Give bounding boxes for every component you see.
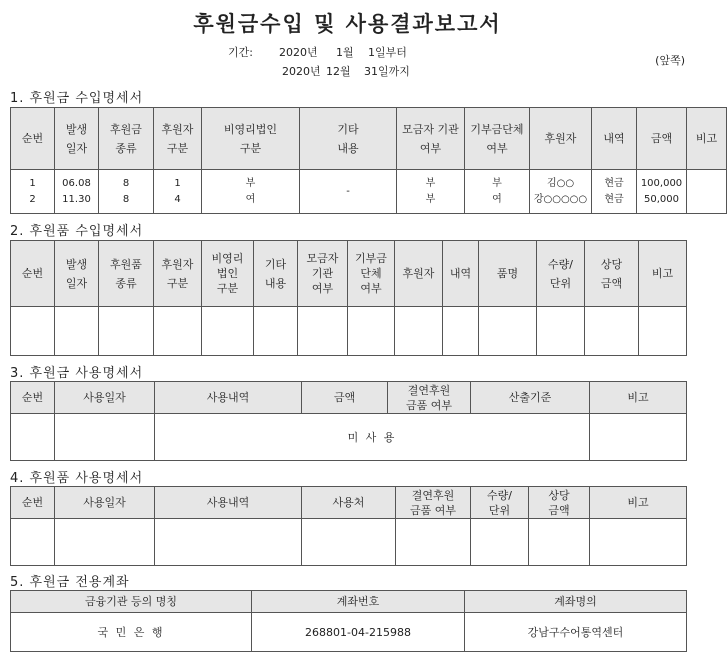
header-date: 발생 일자 — [55, 108, 99, 170]
header-item-name: 품명 — [479, 241, 537, 307]
header-institution: 금융기관 등의 명칭 — [11, 591, 252, 613]
header-kind: 후원품 종류 — [99, 241, 154, 307]
header-amount: 금액 — [637, 108, 687, 170]
donation-income-table — [10, 107, 727, 214]
period-end-month: 12월 — [326, 65, 351, 78]
header-kind: 후원금 종류 — [99, 108, 154, 170]
header-donation-org: 기부금단체 여부 — [465, 108, 530, 170]
period-end-day: 31일까지 — [364, 65, 410, 78]
header-account-number: 계좌번호 — [252, 591, 465, 613]
header-seq: 순번 — [11, 108, 55, 170]
header-seq: 순번 — [11, 487, 55, 519]
cell: 김○○ 강○○○○○ — [530, 170, 592, 214]
header-fundraiser: 모금자 기관 여부 — [298, 241, 348, 307]
cell — [687, 170, 727, 214]
header-fundraiser: 모금자 기관 여부 — [397, 108, 465, 170]
cell: 06.08 11.30 — [55, 170, 99, 214]
header-date: 발생 일자 — [55, 241, 99, 307]
dedicated-account-table — [10, 590, 687, 652]
period-start-day: 1일부터 — [368, 46, 407, 59]
period-start-month: 1월 — [336, 46, 354, 59]
header-amount: 금액 — [302, 382, 388, 414]
header-quantity: 수량/ 단위 — [537, 241, 585, 307]
header-use-details: 사용내역 — [155, 487, 302, 519]
section3-title: 3. 후원금 사용명세서 — [10, 366, 144, 381]
cell: 100,000 50,000 — [637, 170, 687, 214]
section5-title: 5. 후원금 전용계좌 — [10, 575, 130, 590]
institution-name: 국 민 은 행 — [11, 613, 252, 652]
header-donation-org: 기부금 단체 여부 — [348, 241, 395, 307]
header-use-details: 사용내역 — [155, 382, 302, 414]
header-donor: 후원자 — [530, 108, 592, 170]
donation-usage-table — [10, 381, 687, 461]
header-use-date: 사용일자 — [55, 382, 155, 414]
period-end-year: 2020년 — [282, 65, 321, 78]
cell: 현금 현금 — [592, 170, 637, 214]
header-quantity: 수량/ 단위 — [471, 487, 529, 519]
header-note: 비고 — [590, 487, 687, 519]
header-details: 내역 — [443, 241, 479, 307]
period-label: 기간: — [228, 46, 253, 59]
cell: 1 2 — [11, 170, 55, 214]
header-sponsorship: 결연후원 금품 여부 — [388, 382, 471, 414]
item-usage-table — [10, 486, 687, 566]
header-details: 내역 — [592, 108, 637, 170]
front-page-label: (앞쪽) — [655, 54, 685, 67]
header-seq: 순번 — [11, 382, 55, 414]
unused-text: 미 사 용 — [155, 414, 590, 461]
header-equivalent: 상당 금액 — [585, 241, 639, 307]
cell: 부 여 — [465, 170, 530, 214]
period-start-year: 2020년 — [279, 46, 318, 59]
header-other: 기타 내용 — [254, 241, 298, 307]
section1-title: 1. 후원금 수입명세서 — [10, 91, 144, 106]
header-note: 비고 — [687, 108, 727, 170]
header-other: 기타 내용 — [300, 108, 397, 170]
header-nonprofit: 비영리법인 구분 — [202, 108, 300, 170]
header-donor-type: 후원자 구분 — [154, 241, 202, 307]
cell: 부 부 — [397, 170, 465, 214]
account-holder: 강남구수어통역센터 — [465, 613, 687, 652]
header-nonprofit: 비영리 법인 구분 — [202, 241, 254, 307]
account-number: 268801-04-215988 — [252, 613, 465, 652]
cell: 8 8 — [99, 170, 154, 214]
section4-title: 4. 후원품 사용명세서 — [10, 471, 144, 486]
header-basis: 산출기준 — [471, 382, 590, 414]
header-note: 비고 — [590, 382, 687, 414]
header-account-holder: 계좌명의 — [465, 591, 687, 613]
header-note: 비고 — [639, 241, 687, 307]
header-sponsorship: 결연후원 금품 여부 — [396, 487, 471, 519]
header-use-place: 사용처 — [302, 487, 396, 519]
header-equivalent: 상당 금액 — [529, 487, 590, 519]
document-title: 후원금수입 및 사용결과보고서 — [193, 12, 502, 36]
cell: 부 여 — [202, 170, 300, 214]
item-income-table — [10, 240, 687, 356]
header-donor: 후원자 — [395, 241, 443, 307]
header-seq: 순번 — [11, 241, 55, 307]
cell: - — [300, 170, 397, 214]
header-use-date: 사용일자 — [55, 487, 155, 519]
header-donor-type: 후원자 구분 — [154, 108, 202, 170]
section2-title: 2. 후원품 수입명세서 — [10, 224, 144, 239]
cell: 1 4 — [154, 170, 202, 214]
